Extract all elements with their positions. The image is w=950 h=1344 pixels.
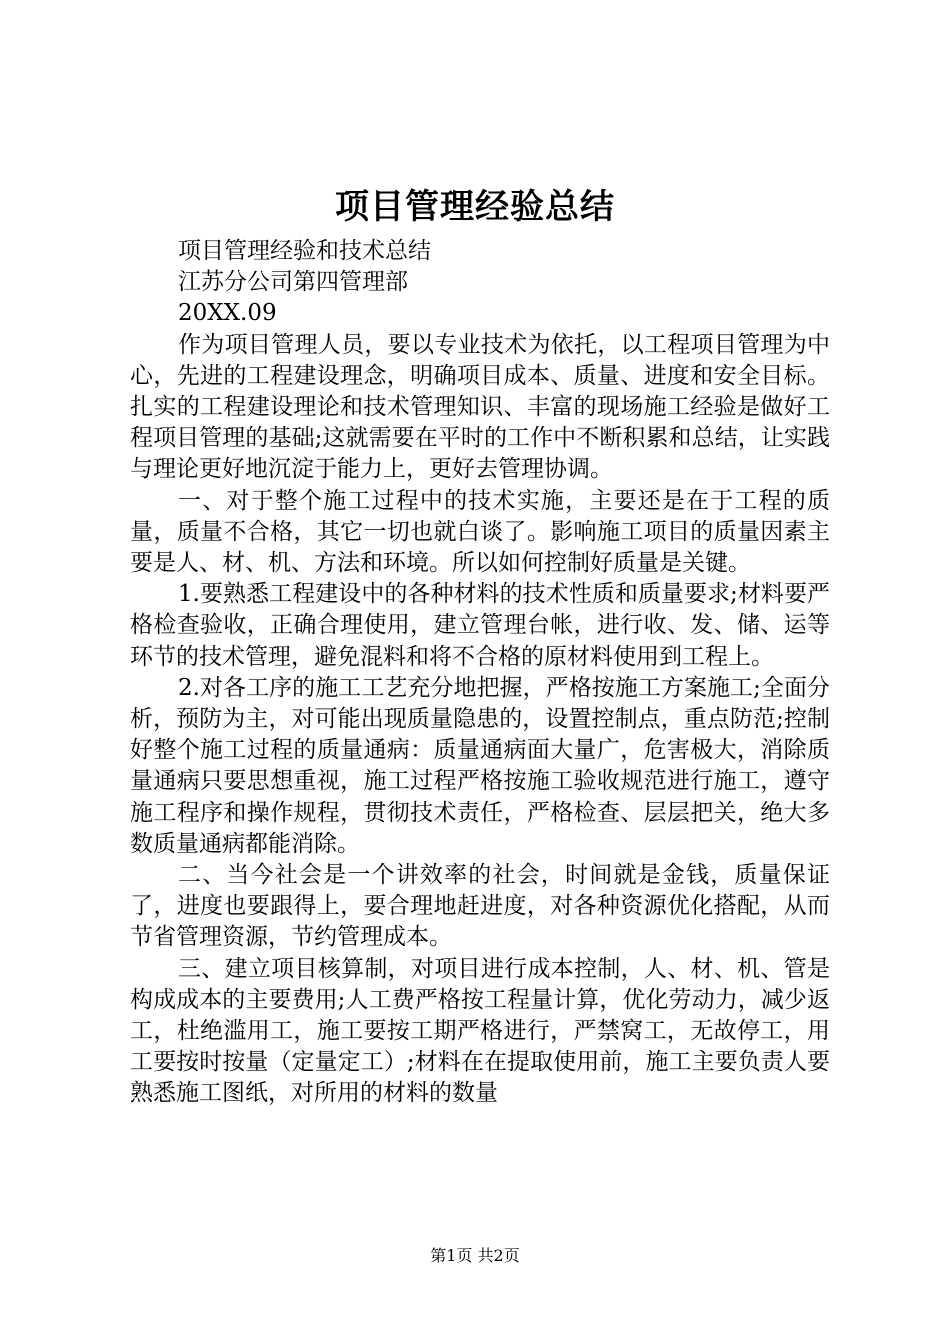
document-subtitle: 项目管理经验和技术总结 (178, 238, 431, 264)
paragraph-section-3: 三、建立项目核算制，对项目进行成本控制，人、材、机、管是构成成本的主要费用;人工费严格按工程量计算，优化劳动力，减少返工，杜绝滥用工，施工要按工期严格进行，严禁窝工，无故停工，用工要按时按量（定量定工）;材料在在提取使用前，施工主要负责人要熟悉施工图纸，对所用的材料的数量 (130, 955, 830, 1107)
paragraph-item-1: 1.要熟悉工程建设中的各种材料的技术性质和质量要求;材料要严格检查验收，正确合理使用，建立管理台帐，进行收、发、储、运等环节的技术管理，避免混料和将不合格的原材料使用到工程上。 (130, 581, 830, 670)
document-date: 20XX.09 (178, 300, 277, 327)
paragraph-section-1: 一、对于整个施工过程中的技术实施，主要还是在于工程的质量，质量不合格，其它一切也就白谈了。影响施工项目的质量因素主要是人、材、机、方法和环境。所以如何控制好质量是关键。 (130, 487, 830, 577)
paragraph-intro: 作为项目管理人员，要以专业技术为依托，以工程项目管理为中心，先进的工程建设理念，明确项目成本、质量、进度和安全目标。扎实的工程建设理论和技术管理知识、丰富的现场施工经验是做好工程项目管理的基础;这就需要在平时的工作中不断积累和总结，让实践与理论更好地沉淀于能力上，更好去管理协调。 (130, 331, 830, 483)
paragraph-item-2: 2.对各工序的施工工艺充分地把握，严格按施工方案施工;全面分析，预防为主，对可能出现质量隐患的，设置控制点，重点防范;控制好整个施工过程的质量通病：质量通病面大量广，危害极大，消除质量通病只要思想重视，施工过程严格按施工验收规范进行施工，遵守施工程序和操作规程，贯彻技术责任，严格检查、层层把关，绝大多数质量通病都能消除。 (130, 674, 830, 857)
document-department: 江苏分公司第四管理部 (178, 269, 408, 296)
document-body (130, 236, 830, 1110)
paragraph-section-2: 二、当今社会是一个讲效率的社会，时间就是金钱，质量保证了，进度也要跟得上，要合理地赶进度，对各种资源优化搭配，从而节省管理资源，节约管理成本。 (130, 862, 830, 951)
document-title: 项目管理经验总结 (335, 187, 615, 227)
page-footer: 第1页 共2页 (430, 1246, 520, 1265)
